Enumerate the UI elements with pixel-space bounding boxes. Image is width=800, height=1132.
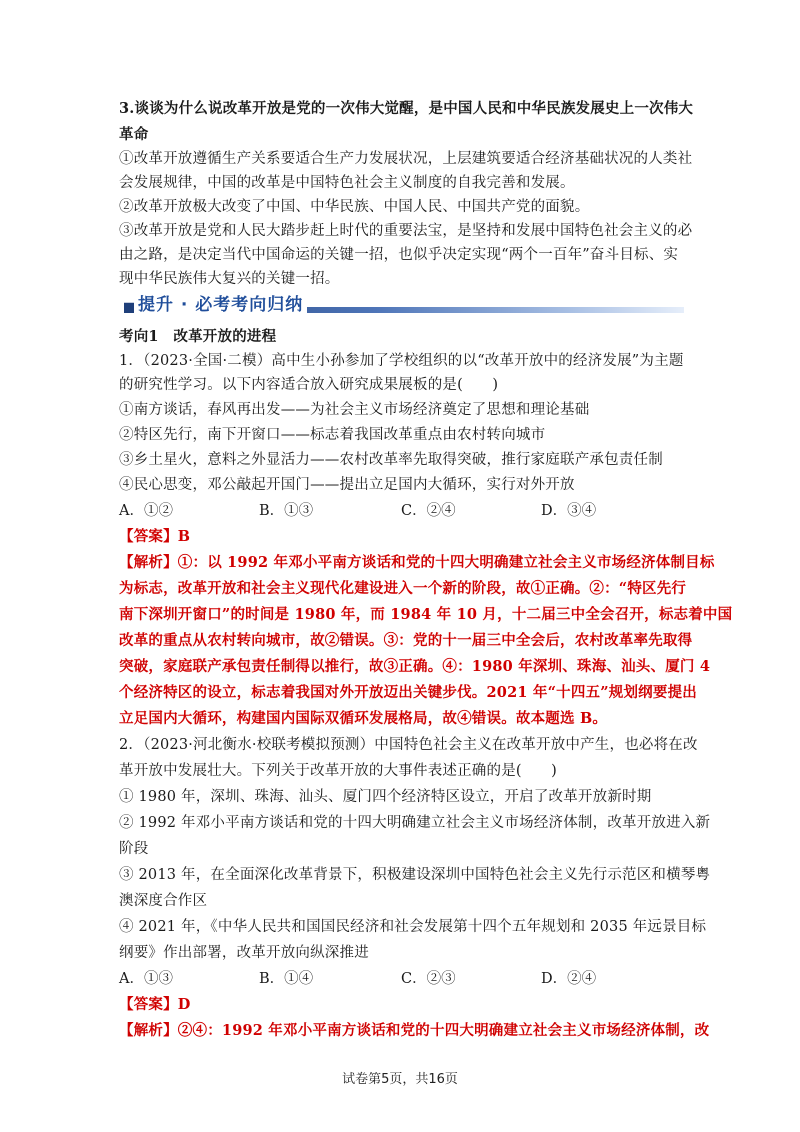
q2-item-cont: 澳深度合作区: [119, 893, 208, 909]
q1-analysis-line: 南下深圳开窗口”的时间是 1980 年，而 1984 年 10 月，十二届三中全会召开，标志着中国: [119, 606, 733, 623]
q1-analysis-line: 【解析】①：以 1992 年邓小平南方谈话和党的十四大明确建立社会主义市场经济体制目标: [119, 554, 715, 571]
q3-body-line: ①改革开放遵循生产关系要适合生产力发展状况，上层建筑要适合经济基础状况的人类社: [119, 151, 693, 167]
q1-item: ②特区先行，南下开窗口——标志着我国改革重点由农村转向城市: [119, 427, 546, 443]
q3-title-line: 3.谈谈为什么说改革开放是党的一次伟大觉醒，是中国人民和中华民族发展史上一次伟大: [119, 100, 694, 117]
q1-stem-line: 1．（2023·全国·二模）高中生小孙参加了学校组织的以“改革开放中的经济发展”为主题: [119, 353, 684, 369]
section-title: 考向1 改革开放的进程: [119, 328, 277, 345]
q2-item-cont: 纲要》作出部署，改革开放向纵深推进: [119, 945, 369, 961]
page-footer: 试卷第5页，共16页: [342, 1072, 458, 1087]
q2-item: ① 1980 年，深圳、珠海、汕头、厦门四个经济特区设立，开启了改革开放新时期: [119, 789, 652, 805]
banner-title: 提升 · 必考考向归纳: [134, 292, 307, 318]
q1-analysis-line: 为标志，改革开放和社会主义现代化建设进入一个新的阶段，故①正确。②：“特区先行: [119, 580, 687, 597]
q2-analysis-line: 【解析】②④：1992 年邓小平南方谈话和党的十四大明确建立社会主义市场经济体制，改: [119, 1022, 710, 1039]
q1-option-a: A．①②: [119, 503, 173, 519]
q2-option-d: D．②④: [541, 971, 597, 987]
q1-item: ④民心思变，邓公敲起开国门——提出立足国内大循环，实行对外开放: [119, 477, 575, 493]
q2-item: ④ 2021 年，《中华人民共和国国民经济和社会发展第十四个五年规划和 2035 年远景目标: [119, 919, 707, 935]
q2-item-cont: 阶段: [119, 841, 149, 857]
q2-item: ② 1992 年邓小平南方谈话和党的十四大明确建立社会主义市场经济体制，改革开放进入新: [119, 815, 711, 831]
q3-body-line: 现中华民族伟大复兴的关键一招。: [119, 271, 340, 287]
q1-analysis-line: 突破，家庭联产承包责任制得以推行，故③正确。④：1980 年深圳、珠海、汕头、厦门 4: [119, 658, 711, 675]
q3-body-line: ②改革开放极大改变了中国、中华民族、中国人民、中国共产党的面貌。: [119, 199, 590, 215]
q3-title-line: 革命: [119, 126, 149, 143]
q1-item: ③乡土星火，意料之外显活力——农村改革率先取得突破，推行家庭联产承包责任制: [119, 452, 663, 468]
q2-item: ③ 2013 年，在全面深化改革背景下，积极建设深圳中国特色社会主义先行示范区和横琴粤: [119, 867, 711, 883]
section-banner: [124, 292, 684, 322]
q1-option-d: D．③④: [541, 503, 597, 519]
q2-option-b: B．①④: [259, 971, 314, 987]
q1-stem-line: 的研究性学习。以下内容适合放入研究成果展板的是( ): [119, 377, 499, 393]
q2-option-c: C．②③: [401, 971, 456, 987]
q1-options: [119, 500, 689, 522]
q1-option-b: B．①③: [259, 503, 314, 519]
q2-stem-line: 革开放中发展壮大。下列关于改革开放的大事件表述正确的是( ): [119, 763, 558, 779]
q2-answer: 【答案】D: [119, 996, 191, 1013]
q2-stem-line: 2．（2023·河北衡水·校联考模拟预测）中国特色社会主义在改革开放中产生，也必将在改: [119, 737, 698, 753]
q1-option-c: C．②④: [401, 503, 456, 519]
q1-item: ①南方谈话，春风再出发——为社会主义市场经济奠定了思想和理论基础: [119, 402, 590, 418]
q2-options: [119, 968, 689, 990]
q1-answer: 【答案】B: [119, 528, 191, 545]
q1-analysis-line: 立足国内大循环，构建国内国际双循环发展格局，故④错误。故本题选 B。: [119, 710, 608, 727]
q3-body-line: 由之路，是决定当代中国命运的关键一招，也似乎决定实现“两个一百年”奋斗目标、实: [119, 247, 679, 263]
q3-body-line: 会发展规律，中国的改革是中国特色社会主义制度的自我完善和发展。: [119, 175, 575, 191]
q2-option-a: A．①③: [119, 971, 173, 987]
q1-analysis-line: 个经济特区的设立，标志着我国对外开放迈出关键步伐。2021 年“十四五”规划纲要提出: [119, 684, 697, 701]
q1-analysis-line: 改革的重点从农村转向城市，故②错误。③：党的十一届三中全会后，农村改革率先取得: [119, 632, 693, 649]
q3-body-line: ③改革开放是党和人民大踏步赶上时代的重要法宝，是坚持和发展中国特色社会主义的必: [119, 223, 693, 239]
